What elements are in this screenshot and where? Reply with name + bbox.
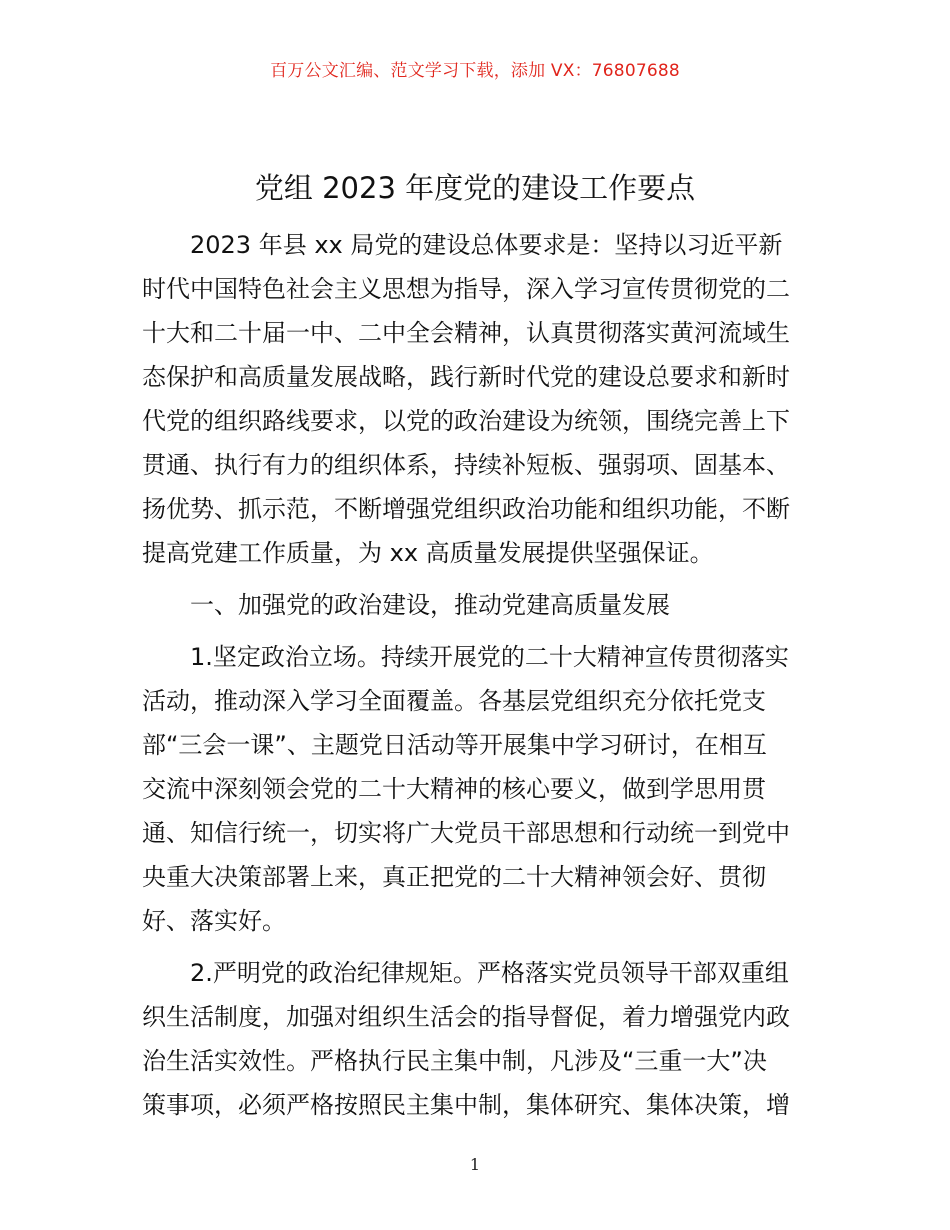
item-1-paragraph (142, 635, 818, 943)
paragraph-line: 治生活实效性。严格执行民主集中制，凡涉及“三重一大”决 (142, 1047, 767, 1075)
paragraph-line: 央重大决策部署上来，真正把党的二十大精神领会好、贯彻 (142, 863, 766, 891)
paragraph-line: 贯通、执行有力的组织体系，持续补短板、强弱项、固基本、 (142, 451, 790, 479)
page-number: 1 (469, 1155, 481, 1174)
section-heading: 一、加强党的政治建设，推动党建高质量发展 (190, 591, 670, 619)
paragraph-line: 扬优势、抓示范，不断增强党组织政治功能和组织功能，不断 (142, 495, 790, 523)
paragraph-line: 提高党建工作质量，为 xx 高质量发展提供坚强保证。 (142, 539, 714, 567)
paragraph-line: 织生活制度，加强对组织生活会的指导督促，着力增强党内政 (142, 1003, 790, 1031)
document-body (142, 223, 818, 1127)
paragraph-line: 交流中深刻领会党的二十大精神的核心要义，做到学思用贯 (142, 775, 766, 803)
paragraph-line: 代党的组织路线要求，以党的政治建设为统领，围绕完善上下 (142, 407, 790, 435)
paragraph-line: 活动，推动深入学习全面覆盖。各基层党组织充分依托党支 (142, 687, 766, 715)
paragraph-line: 1.坚定政治立场。持续开展党的二十大精神宣传贯彻落实 (190, 643, 789, 671)
intro-paragraph (142, 223, 818, 575)
paragraph-line: 2023 年县 xx 局党的建设总体要求是：坚持以习近平新 (190, 231, 783, 259)
paragraph-line: 部“三会一课”、主题党日活动等开展集中学习研讨，在相互 (142, 731, 767, 759)
paragraph-line: 十大和二十届一中、二中全会精神，认真贯彻落实黄河流域生 (142, 319, 790, 347)
paragraph-line: 策事项，必须严格按照民主集中制，集体研究、集体决策，增 (142, 1091, 790, 1119)
paragraph-line: 通、知信行统一，切实将广大党员干部思想和行动统一到党中 (142, 819, 790, 847)
paragraph-line: 好、落实好。 (142, 907, 286, 935)
item-2-paragraph (142, 951, 818, 1127)
document-title: 党组 2023 年度党的建设工作要点 (254, 171, 696, 205)
paragraph-line: 时代中国特色社会主义思想为指导，深入学习宣传贯彻党的二 (142, 275, 790, 303)
header-banner: 百万公文汇编、范文学习下载，添加 VX：76807688 (270, 61, 680, 81)
paragraph-line: 2.严明党的政治纪律规矩。严格落实党员领导干部双重组 (190, 959, 789, 987)
paragraph-line: 态保护和高质量发展战略，践行新时代党的建设总要求和新时 (142, 363, 790, 391)
